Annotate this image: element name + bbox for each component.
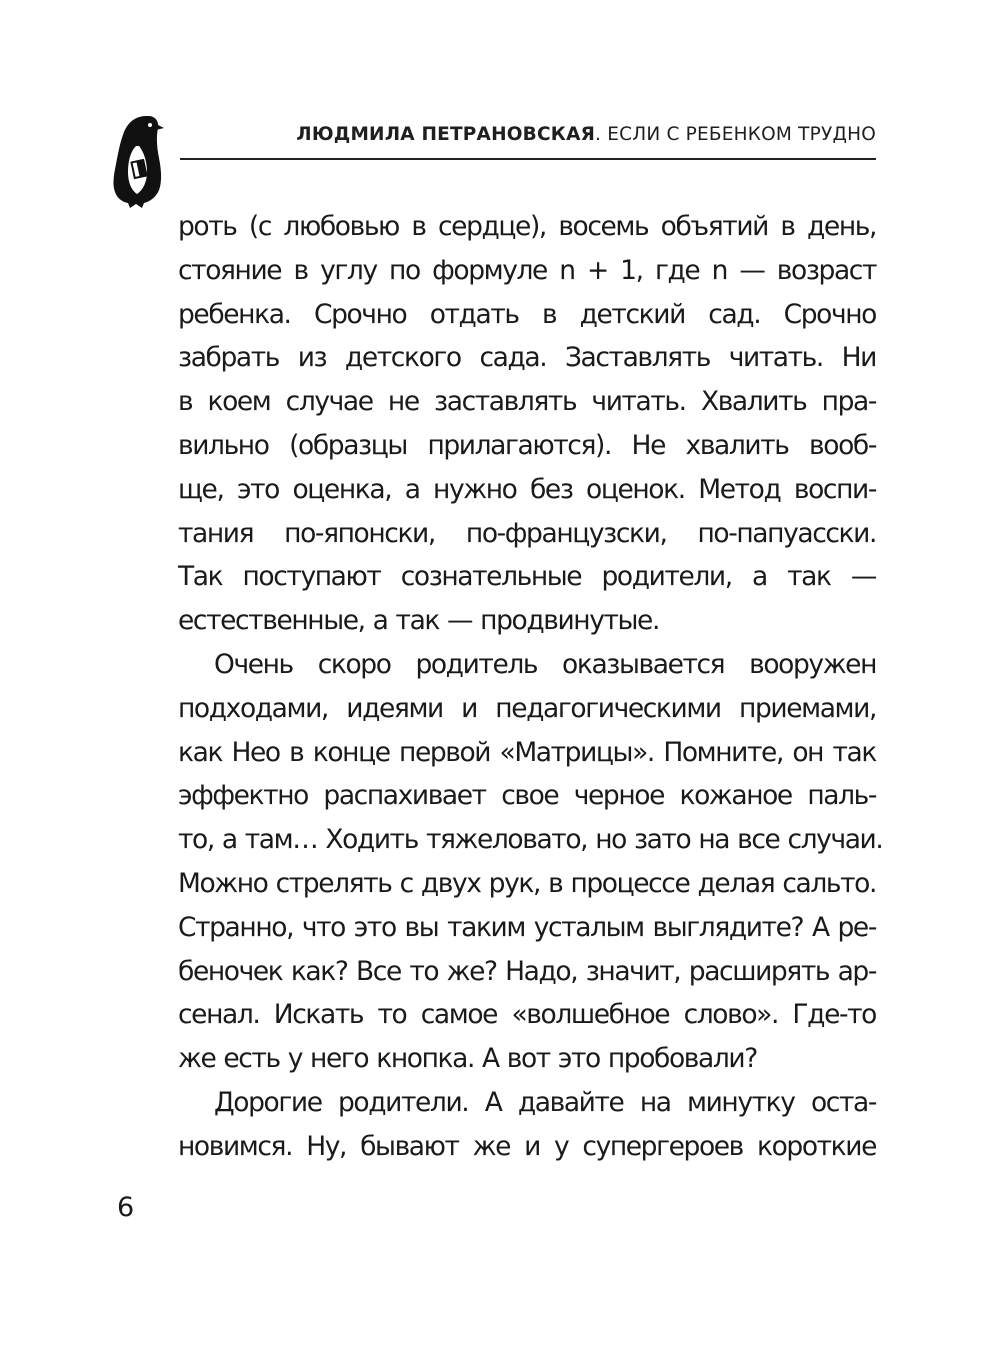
text-line: ребенка. Срочно отдать в детский сад. Срочно [178,298,876,330]
penguin-icon [106,112,168,208]
header-rule [180,158,876,160]
text-line: Странно, что это вы таким усталым выглядите? А ре- [178,911,876,943]
text-line: то, а там… Ходить тяжеловато, но зато на все случаи. [178,824,883,856]
text-line: эффектно распахивает свое черное кожаное паль- [178,780,876,812]
text-line: ще, это оценка, а нужно без оценок. Метод воспи- [178,473,876,505]
running-head [180,124,876,145]
text-line: роть (с любовью в сердце), восемь объятий в день, [178,211,876,242]
text-line: вильно (образцы прилагаются). Не хвалить вооб- [178,429,876,461]
text-line: новимся. Ну, бывают же и у супергероев короткие [178,1130,876,1162]
text-line: тания по-японски, по-французски, по-папуасски. [178,517,876,549]
text-line: же есть у него кнопка. А вот это пробовали? [178,1043,757,1075]
running-head-separator: . [595,124,608,145]
text-line: стояние в углу по формуле n + 1, где n — возраст [178,254,876,286]
text-line: в коем случае не заставлять читать. Хвалить пра- [178,386,876,418]
text-line: забрать из детского сада. Заставлять читать. Ни [178,342,876,374]
paragraph-start: Очень скоро родитель оказывается вооружен [214,648,876,680]
text-line: Можно стрелять с двух рук, в процессе делая сальто. [178,867,876,899]
running-head-title: ЕСЛИ С РЕБЕНКОМ ТРУДНО [607,124,876,145]
text-line: Так поступают сознательные родители, а так — [178,561,876,593]
text-line: как Нео в конце первой «Матрицы». Помните, он так [178,736,876,768]
text-line: подходами, идеями и педагогическими приемами, [178,692,876,724]
paragraph-start: Дорогие родители. А давайте на минутку оста- [214,1086,876,1118]
text-line: естественные, а так — продвинутые. [178,605,659,637]
body-text [178,205,883,1169]
text-line: беночек как? Все то же? Надо, значит, расширять ар- [178,955,876,987]
text-line: сенал. Искать то самое «волшебное слово». Где-то [178,999,876,1031]
page-number: 6 [117,1192,135,1223]
running-head-author: ЛЮДМИЛА ПЕТРАНОВСКАЯ [296,124,596,145]
